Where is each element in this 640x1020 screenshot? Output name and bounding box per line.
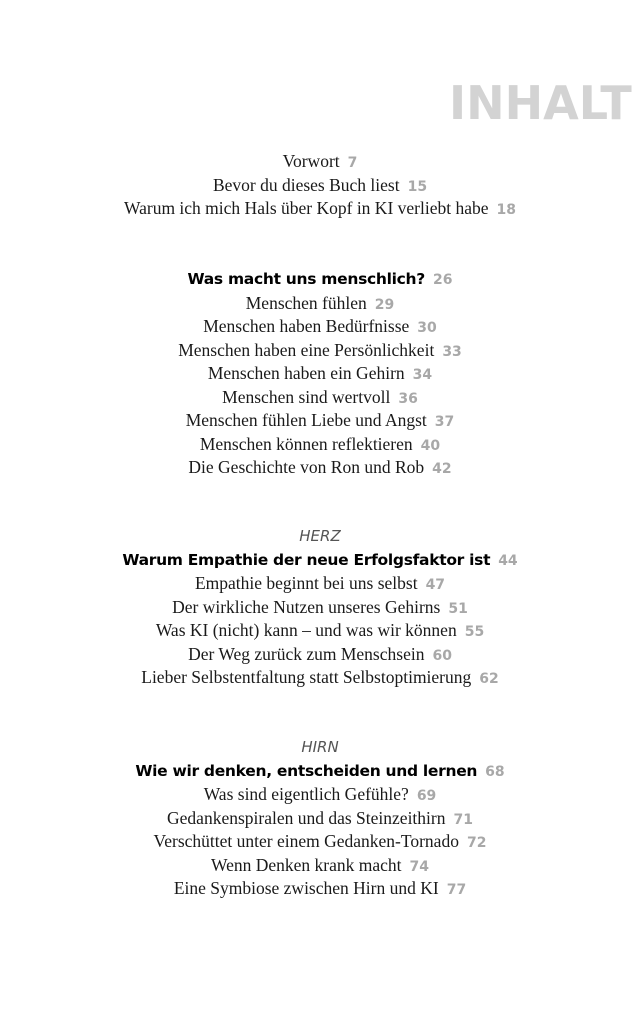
page-title: INHALT bbox=[449, 76, 632, 130]
toc-entry[interactable] bbox=[0, 854, 640, 878]
page-number: 29 bbox=[374, 296, 395, 313]
intro-entries bbox=[0, 150, 640, 221]
chapter-heading[interactable] bbox=[0, 549, 640, 573]
toc-entry-label: Gedankenspiralen und das Steinzeithirn bbox=[167, 807, 446, 828]
toc-entry[interactable] bbox=[0, 877, 640, 901]
toc-entry[interactable] bbox=[0, 572, 640, 596]
toc-entry-label: Wenn Denken krank macht bbox=[210, 854, 402, 875]
toc-entry-label: Menschen fühlen Liebe und Angst bbox=[185, 410, 427, 430]
toc-entry-label: Menschen haben ein Gehirn bbox=[207, 363, 405, 383]
section-hirn bbox=[0, 736, 640, 901]
toc-entry-label: Eine Symbiose zwischen Hirn und KI bbox=[173, 878, 439, 898]
page-number: 40 bbox=[420, 437, 441, 454]
toc-entry-label: Verschüttet unter einem Gedanken-Tornado bbox=[153, 831, 459, 851]
toc-entry-label: Wie wir denken, entscheiden und lernen bbox=[135, 761, 478, 780]
toc-entry[interactable] bbox=[0, 807, 640, 831]
chapter-heading[interactable] bbox=[0, 760, 640, 784]
toc-entry-label: Vorwort bbox=[282, 151, 340, 171]
page-number: 51 bbox=[448, 600, 468, 617]
toc-entry[interactable] bbox=[0, 174, 640, 198]
toc-entry[interactable] bbox=[0, 643, 640, 667]
toc-entry[interactable] bbox=[0, 292, 640, 316]
toc-entry[interactable] bbox=[0, 197, 640, 221]
page-number: 71 bbox=[453, 811, 473, 828]
toc-entry-label: Menschen können reflektieren bbox=[199, 433, 413, 454]
toc-entry[interactable] bbox=[0, 386, 640, 410]
toc-entry[interactable] bbox=[0, 409, 640, 433]
toc-entry[interactable] bbox=[0, 362, 640, 386]
toc-entry-label: Warum ich mich Hals über Kopf in KI verliebt habe bbox=[123, 198, 489, 218]
part-label: HERZ bbox=[299, 527, 341, 545]
page-number: 74 bbox=[409, 858, 430, 875]
toc-entry-label: Der wirkliche Nutzen unseres Gehirns bbox=[172, 596, 441, 617]
toc-entry-label: Empathie beginnt bei uns selbst bbox=[194, 573, 418, 593]
page-number: 60 bbox=[432, 647, 452, 664]
page-number: 42 bbox=[432, 461, 452, 477]
page-number: 7 bbox=[347, 155, 358, 171]
page-number: 62 bbox=[479, 671, 499, 687]
page-number: 26 bbox=[432, 272, 453, 288]
toc-entry[interactable] bbox=[0, 783, 640, 807]
toc-entry[interactable] bbox=[0, 150, 640, 174]
section-herz bbox=[0, 525, 640, 690]
toc-entry[interactable] bbox=[0, 596, 640, 620]
page-number: 18 bbox=[496, 202, 516, 218]
page-number: 37 bbox=[434, 414, 455, 430]
page-number: 15 bbox=[407, 178, 428, 195]
part-label: HIRN bbox=[301, 738, 339, 756]
page-number: 68 bbox=[485, 763, 505, 780]
page-number: 30 bbox=[417, 320, 437, 336]
toc-entry-label: Was macht uns menschlich? bbox=[187, 270, 425, 288]
page-number: 55 bbox=[464, 624, 485, 640]
toc-entry-label: Was sind eigentlich Gefühle? bbox=[203, 784, 409, 804]
toc-entry[interactable] bbox=[0, 830, 640, 854]
toc-entry[interactable] bbox=[0, 315, 640, 339]
toc-entry-label: Was KI (nicht) kann – und was wir können bbox=[155, 620, 457, 640]
section-1 bbox=[0, 268, 640, 480]
toc-entry[interactable] bbox=[0, 433, 640, 457]
toc-entry-label: Lieber Selbstentfaltung statt Selbstoptimierung bbox=[141, 667, 472, 687]
toc-entry-label: Menschen fühlen bbox=[245, 292, 367, 313]
page-number: 72 bbox=[466, 835, 487, 851]
page-number: 47 bbox=[425, 577, 446, 593]
toc-entry-label: Der Weg zurück zum Menschsein bbox=[188, 643, 425, 664]
toc-entry-label: Bevor du dieses Buch liest bbox=[212, 174, 400, 195]
toc-entry-label: Die Geschichte von Ron und Rob bbox=[188, 457, 425, 477]
page-number: 33 bbox=[442, 343, 462, 360]
toc-entry-label: Menschen haben Bedürfnisse bbox=[203, 316, 410, 336]
chapter-heading[interactable] bbox=[0, 268, 640, 292]
page-number: 44 bbox=[498, 552, 518, 569]
toc-entry[interactable] bbox=[0, 456, 640, 480]
page-number: 34 bbox=[412, 367, 433, 383]
toc-entry-label: Menschen haben eine Persönlichkeit bbox=[178, 339, 435, 360]
toc-entry-label: Menschen sind wertvoll bbox=[222, 386, 391, 407]
toc-entry[interactable] bbox=[0, 339, 640, 363]
toc-entry-label: Warum Empathie der neue Erfolgsfaktor ist bbox=[122, 550, 491, 569]
page-number: 69 bbox=[416, 788, 437, 804]
toc-entry[interactable] bbox=[0, 619, 640, 643]
page-number: 77 bbox=[446, 882, 467, 898]
page-number: 36 bbox=[398, 390, 418, 407]
toc-entry[interactable] bbox=[0, 666, 640, 690]
